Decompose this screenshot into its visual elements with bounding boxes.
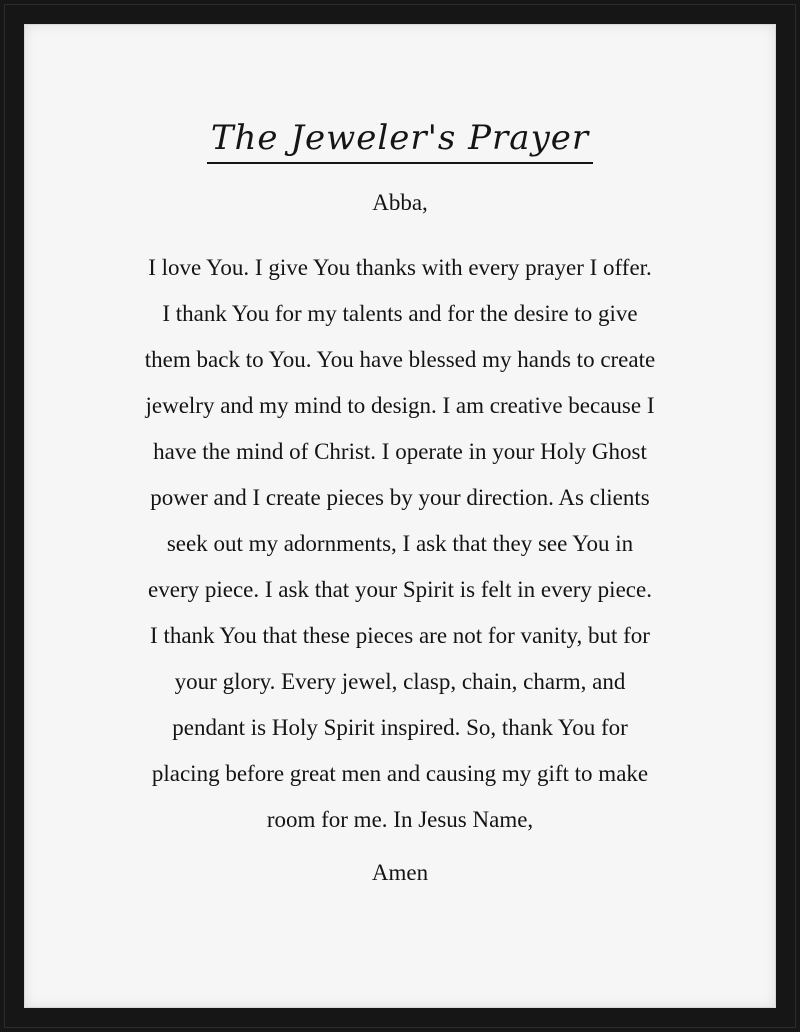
prayer-line: seek out my adornments, I ask that they see You in	[166, 531, 634, 556]
prayer-body	[84, 245, 716, 843]
prayer-line: every piece. I ask that your Spirit is felt in every piece.	[148, 577, 652, 602]
paper-sheet	[24, 24, 776, 1008]
prayer-line: I thank You for my talents and for the desire to give	[162, 301, 638, 326]
prayer-line: them back to You. You have blessed my hands to create	[144, 347, 656, 372]
prayer-line: power and I create pieces by your direction. As clients	[150, 485, 650, 510]
closing-amen: Amen	[371, 860, 429, 885]
title-block	[24, 116, 776, 164]
prayer-title: The Jeweler's Prayer	[207, 116, 593, 164]
prayer-line: I love You. I give You thanks with every prayer I offer.	[148, 255, 652, 280]
prayer-line: placing before great men and causing my gift to make	[151, 761, 649, 786]
prayer-line: pendant is Holy Spirit inspired. So, thank You for	[172, 715, 628, 740]
prayer-line: I thank You that these pieces are not for vanity, but for	[150, 623, 650, 648]
prayer-line: your glory. Every jewel, clasp, chain, charm, and	[174, 669, 626, 694]
prayer-line: have the mind of Christ. I operate in your Holy Ghost	[153, 439, 647, 464]
salutation: Abba,	[372, 190, 428, 215]
prayer-line: room for me. In Jesus Name,	[266, 807, 534, 832]
prayer-line: jewelry and my mind to design. I am creative because I	[145, 393, 655, 418]
